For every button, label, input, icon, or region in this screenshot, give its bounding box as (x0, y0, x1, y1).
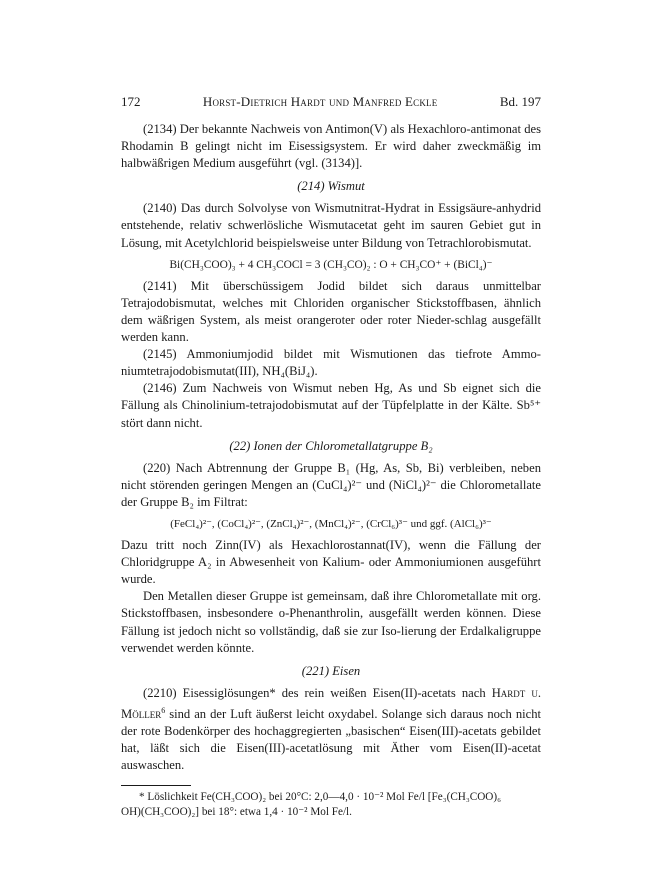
section-heading-214: (214) Wismut (297, 179, 365, 194)
paragraph-2140: (2140) Das durch Solvolyse von Wismutnitrat-Hydrat in Essigsäure-anhydrid entstehende, relativ schwerlösliche Wismutacetat geht im sauren Gebiet gut in Lösung, mit Acetylchlorid beispielsweise unter Bildung von Tetrachlorobismutat. (121, 201, 541, 250)
paragraph-220: (220) Nach Abtrennung der Gruppe B₁ (Hg, As, Sb, Bi) verbleiben, neben nicht störenden geringen Mengen an (CuCl₄)²⁻ und (NiCl₄)²⁻ die Chlorometallate der Gruppe B₂ im Filtrat: (121, 460, 541, 509)
paragraph-2141: (2141) Mit überschüssigem Jodid bildet sich daraus unmittelbar Tetrajodobismutat, welches mit Chloriden organischer Stickstoffbasen, ähnlich dem wäßrigen System, als meist orangeroter oder roter Nieder-schlag ausgefällt werden kann. (121, 278, 541, 345)
footnote-text: * Löslichkeit Fe(CH₃COO)₂ bei 20°C: 2,0—4,0 · 10⁻² Mol Fe/l [Fe₃(CH₃COO)₆ (139, 791, 502, 804)
section-heading-22: (22) Ionen der Chlorometallatgruppe B₂ (229, 438, 433, 453)
paragraph-2146: (2146) Zum Nachweis von Wismut neben Hg, As und Sb eignet sich die Fällung als Chinolinium-tetrajodobismutat auf der Tüpfelplatte in der Kälte. Sb⁵⁺ stört dann nicht. (121, 381, 541, 430)
section-heading-221: (221) Eisen (301, 663, 361, 678)
equation-chlorometallates: (FeCl₄)²⁻, (CoCl₄)²⁻, (ZnCl₄)²⁻, (MnCl₄)²⁻, (CrCl₆)³⁻ und ggf. (AlCl₆)³⁻ (170, 517, 492, 530)
paragraph-dazu: Dazu tritt noch Zinn(IV) als Hexachlorostannat(IV), wenn die Fällung der Chloridgruppe A₂ in Abwesenheit von Kalium- oder Ammoniumionen ausgeführt wurde. (121, 538, 541, 587)
reference-marker: 6 (161, 705, 166, 715)
page-number: 172 (121, 94, 141, 109)
paragraph-2145: (2145) Ammoniumjodid bildet mit Wismutionen das tiefrote Ammo-niumtetrajodobismutat(III), NH₄(BiJ₄). (121, 347, 541, 379)
footnote-rule (121, 785, 191, 786)
footnote (121, 785, 541, 820)
equation-bismuth: Bi(CH₃COO)₃ + 4 CH₃COCl = 3 (CH₃CO)₂ : O + CH₃CO⁺ + (BiCl₄)⁻ (169, 258, 493, 271)
paragraph-2210-start: (2210) Eisessiglösungen* des rein weißen Eisen(II)-acetats nach (143, 685, 492, 700)
volume-label: Bd. 197 (499, 94, 541, 109)
paragraph-metallen: Den Metallen dieser Gruppe ist gemeinsam, daß ihre Chlorometallate mit org. Stickstoffbasen, insbesondere o-Phenanthrolin, ausgefällt werden können. Diese Fällung ist jedoch nicht so vollständig, daß sie zur Iso-lierung der Erdalkaligruppe verwendet werden könnte. (121, 589, 541, 655)
cited-authors: Hardt u. Möller (121, 685, 541, 722)
body-text (121, 121, 541, 820)
paragraph-2210-end: sind an der Luft äußerst leicht oxydabel. Solange sich daraus noch nicht der rote Bodenkörper des hochaggregierten „basischen“ Eisen(III)-acetats gebildet hat, läßt sich die Eisen(III)-acetatlösung mit Äther vom Eisen(II)-acetat auswaschen. (121, 707, 541, 773)
footnote-text-continued: OH)(CH₃COO)₂] bei 18°: etwa 1,4 · 10⁻² Mol Fe/l. (121, 806, 352, 819)
running-authors: Horst-Dietrich Hardt und Manfred Eckle (202, 94, 438, 109)
paragraph-2134: (2134) Der bekannte Nachweis von Antimon(V) als Hexachloro-antimonat des Rhodamin B gelingt nicht im Eisessigsystem. Er wird daher zweckmäßig im halbwäßrigen Medium ausgeführt (vgl. (3134)]. (121, 122, 541, 171)
paragraph-2210 (121, 685, 541, 775)
running-header (121, 94, 541, 110)
